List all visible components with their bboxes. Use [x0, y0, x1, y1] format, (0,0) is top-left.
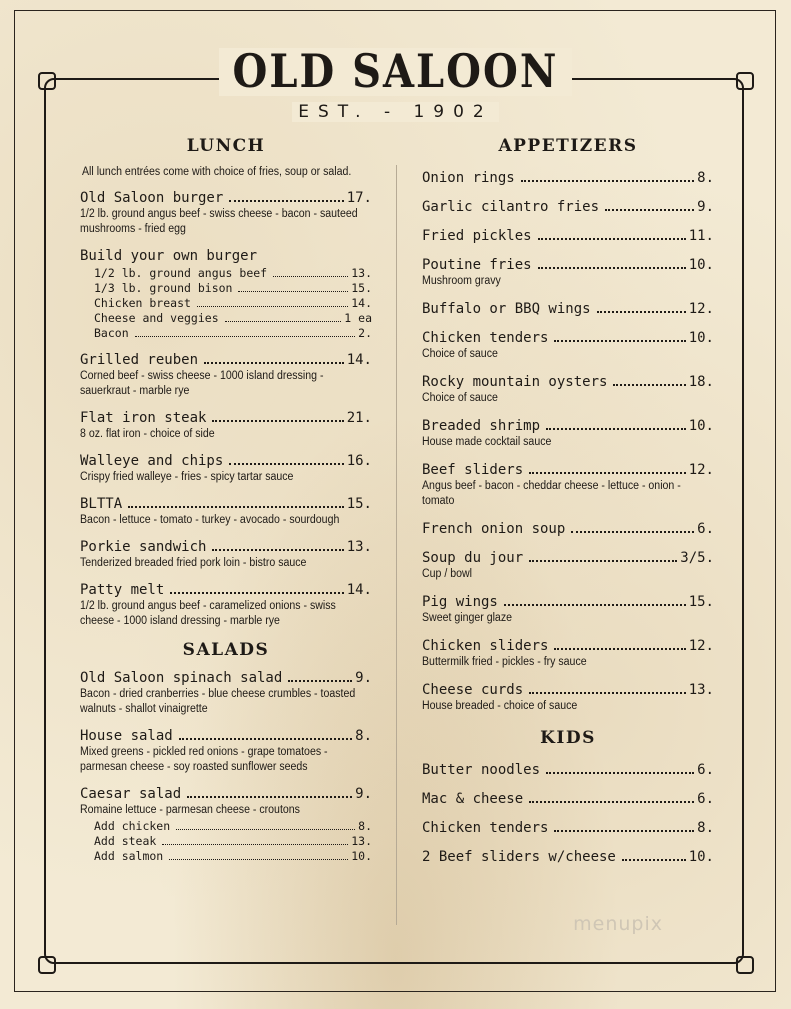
- menu-item-description: House breaded - choice of sauce: [422, 700, 578, 712]
- menu-item: [80, 190, 372, 237]
- menu-item: [80, 496, 372, 528]
- menu-item-name: Porkie sandwich: [80, 539, 207, 555]
- menu-item-price: 8.: [697, 820, 714, 836]
- menu-item: [422, 521, 714, 538]
- menu-item-description: 1/2 lb. ground angus beef - swiss cheese - bacon - sauteed mushrooms - fried egg: [80, 208, 358, 235]
- menu-item-name: Patty melt: [80, 582, 165, 598]
- menu-item: [80, 582, 372, 629]
- dot-leader: [554, 830, 694, 832]
- menu-item-row: [422, 228, 714, 245]
- menu-item-description: Mushroom gravy: [422, 275, 501, 287]
- menu-item: [422, 762, 714, 779]
- menu-item-row: [80, 496, 372, 513]
- menu-item-description: 1/2 lb. ground angus beef - caramelized onions - swiss cheese - 1000 island dressing - marble rye: [80, 600, 336, 627]
- menu-item-price: 10.: [688, 849, 714, 865]
- menu-item: [422, 330, 714, 362]
- menu-item-row: [422, 791, 714, 808]
- menu-item: [80, 352, 372, 399]
- menu-option-name: Bacon: [94, 326, 129, 340]
- menu-option-row: [80, 311, 372, 326]
- menu-item-options: [80, 819, 372, 864]
- menu-option-price: 15.: [351, 281, 372, 295]
- menu-option-price: 1 ea: [344, 311, 372, 325]
- section-title-lunch: LUNCH: [186, 136, 266, 156]
- dot-leader: [229, 200, 343, 202]
- dot-leader: [170, 592, 343, 594]
- menu-item-description: Choice of sauce: [422, 348, 498, 360]
- menu-item: [80, 786, 372, 864]
- menu-option-price: 14.: [351, 296, 372, 310]
- menu-item-price: 12.: [688, 638, 714, 654]
- menu-item-price: 17.: [346, 190, 372, 206]
- menu-item-description: Sweet ginger glaze: [422, 612, 512, 624]
- dot-leader: [538, 267, 686, 269]
- menu-item-name: Build your own burger: [80, 248, 258, 264]
- menu-item-row: [80, 582, 372, 599]
- menu-item-row: [422, 199, 714, 216]
- menu-option-name: Cheese and veggies: [94, 311, 219, 325]
- menu-item: [80, 539, 372, 571]
- dot-leader: [529, 692, 686, 694]
- menu-option-name: Chicken breast: [94, 296, 191, 310]
- menu-item-price: 14.: [346, 582, 372, 598]
- menu-item-options: [80, 266, 372, 341]
- menu-item: [422, 638, 714, 670]
- dot-leader: [179, 738, 352, 740]
- menu-item-row: [422, 418, 714, 435]
- menu-item-row: [422, 374, 714, 391]
- dot-leader: [128, 506, 344, 508]
- salads-list: [80, 670, 372, 864]
- dot-leader: [288, 680, 352, 682]
- menu-item-price: 8.: [355, 728, 372, 744]
- menu-option-row: [80, 849, 372, 864]
- menu-item-name: Butter noodles: [422, 762, 541, 778]
- dot-leader: [529, 472, 686, 474]
- menu-item-price: 13.: [688, 682, 714, 698]
- menu-item: [422, 228, 714, 245]
- dot-leader: [187, 796, 352, 798]
- menu-item-row: [422, 849, 714, 866]
- menu-item-description: 8 oz. flat iron - choice of side: [80, 428, 215, 440]
- menu-item-price: 9.: [355, 786, 372, 802]
- menu-option-name: 1/3 lb. ground bison: [94, 281, 233, 295]
- menu-item: [422, 820, 714, 837]
- menu-item-description: Choice of sauce: [422, 392, 498, 404]
- menu-item-description: Bacon - lettuce - tomato - turkey - avocado - sourdough: [80, 514, 340, 526]
- menu-item-price: 11.: [688, 228, 714, 244]
- menu-item-price: 15.: [688, 594, 714, 610]
- menu-item: [422, 462, 714, 509]
- menu-item-description: Buttermilk fried - pickles - fry sauce: [422, 656, 587, 668]
- menu-item: [422, 791, 714, 808]
- menu-item-price: 10.: [688, 330, 714, 346]
- menu-item-price: 6.: [697, 521, 714, 537]
- menu-option-row: [80, 326, 372, 341]
- menu-item: [422, 682, 714, 714]
- menu-item-name: Garlic cilantro fries: [422, 199, 600, 215]
- menu-item-name: Breaded shrimp: [422, 418, 541, 434]
- menu-item-row: [80, 728, 372, 745]
- right-column: [422, 130, 714, 878]
- kids-list: [422, 762, 714, 866]
- menu-item-name: Old Saloon spinach salad: [80, 670, 283, 686]
- menu-item-price: 15.: [346, 496, 372, 512]
- menu-item-price: 8.: [697, 170, 714, 186]
- menu-option-name: Add chicken: [94, 819, 171, 833]
- menu-item: [422, 849, 714, 866]
- menu-item-name: Onion rings: [422, 170, 515, 186]
- menu-item-name: Chicken tenders: [422, 820, 549, 836]
- menu-item: [422, 550, 714, 582]
- menu-item-description: Corned beef - swiss cheese - 1000 island dressing - sauerkraut - marble rye: [80, 370, 324, 397]
- restaurant-title: OLD SALOON: [232, 44, 559, 99]
- menu-option-row: [80, 296, 372, 311]
- menu-item-name: Cheese curds: [422, 682, 524, 698]
- dot-leader: [176, 829, 355, 830]
- dot-leader: [225, 321, 342, 322]
- dot-leader: [605, 209, 694, 211]
- menu-item-description: Crispy fried walleye - fries - spicy tartar sauce: [80, 471, 294, 483]
- menu-item: [80, 410, 372, 442]
- menu-item-price: 18.: [688, 374, 714, 390]
- watermark: menupix: [573, 913, 663, 935]
- menu-option-price: 2.: [358, 326, 372, 340]
- menu-item-row: [422, 462, 714, 479]
- menu-item-name: 2 Beef sliders w/cheese: [422, 849, 616, 865]
- menu-option-price: 8.: [358, 819, 372, 833]
- menu-item-row: [80, 352, 372, 369]
- menu-item-row: [80, 539, 372, 556]
- menu-item-row: [422, 301, 714, 318]
- dot-leader: [613, 384, 685, 386]
- menu-item-name: Soup du jour: [422, 550, 524, 566]
- menu-item-row: [80, 410, 372, 427]
- dot-leader: [622, 859, 686, 861]
- section-title-appetizers: APPETIZERS: [498, 136, 638, 156]
- menu-item: [80, 728, 372, 775]
- dot-leader: [212, 549, 343, 551]
- menu-option-name: Add salmon: [94, 849, 164, 863]
- dot-leader: [554, 648, 685, 650]
- menu-item-name: Old Saloon burger: [80, 190, 224, 206]
- menu-item-description: Bacon - dried cranberries - blue cheese crumbles - toasted walnuts - shallot vinaigrette: [80, 688, 356, 715]
- section-title-kids: KIDS: [540, 728, 596, 748]
- menu-item-row: [422, 257, 714, 274]
- menu-item-row: [80, 670, 372, 687]
- menu-option-price: 13.: [351, 834, 372, 848]
- menu-item-price: 9.: [697, 199, 714, 215]
- menu-item-price: 6.: [697, 791, 714, 807]
- menu-item-row: [422, 638, 714, 655]
- lunch-note: All lunch entrées come with choice of fries, soup or salad.: [82, 166, 352, 178]
- menu-item-name: House salad: [80, 728, 173, 744]
- menu-item-description: Romaine lettuce - parmesan cheese - croutons: [80, 804, 300, 816]
- lunch-list: [80, 190, 372, 629]
- menu-item-price: 21.: [346, 410, 372, 426]
- menu-item: [422, 170, 714, 187]
- menu-item-name: Pig wings: [422, 594, 498, 610]
- appetizers-list: [422, 170, 714, 714]
- dot-leader: [597, 311, 686, 313]
- menu-item-price: 6.: [697, 762, 714, 778]
- menu-item: [80, 248, 372, 341]
- dot-leader: [212, 420, 343, 422]
- dot-leader: [546, 428, 686, 430]
- menu-item-row: [422, 521, 714, 538]
- dot-leader: [197, 306, 348, 307]
- menu-item: [80, 670, 372, 717]
- dot-leader: [571, 531, 694, 533]
- established-year: EST. - 1902: [292, 102, 499, 122]
- menu-option-row: [80, 281, 372, 296]
- menu-item-name: Chicken tenders: [422, 330, 549, 346]
- menu-item-price: 16.: [346, 453, 372, 469]
- dot-leader: [521, 180, 694, 182]
- dot-leader: [229, 463, 343, 465]
- menu-item: [422, 418, 714, 450]
- menu-item-name: Fried pickles: [422, 228, 532, 244]
- menu-item-price: 10.: [688, 257, 714, 273]
- menu-item-price: 13.: [346, 539, 372, 555]
- menu-item: [422, 594, 714, 626]
- menu-item-row: [422, 762, 714, 779]
- menu-item-description: Mixed greens - pickled red onions - grape tomatoes - parmesan cheese - soy roasted sunflower seeds: [80, 746, 328, 773]
- dot-leader: [169, 859, 348, 860]
- corner-ornament-bottom-left: [38, 956, 56, 974]
- menu-item-row: [422, 820, 714, 837]
- menu-option-row: [80, 266, 372, 281]
- menu-item-description: House made cocktail sauce: [422, 436, 552, 448]
- menu-item-price: 14.: [346, 352, 372, 368]
- menu-option-name: 1/2 lb. ground angus beef: [94, 266, 268, 280]
- menu-item: [80, 453, 372, 485]
- menu-item-row: [80, 786, 372, 803]
- dot-leader: [504, 604, 686, 606]
- dot-leader: [238, 291, 348, 292]
- menu-item-row: [80, 248, 372, 265]
- menu-item-name: Rocky mountain oysters: [422, 374, 608, 390]
- menu-item-name: Mac & cheese: [422, 791, 524, 807]
- menu-item-row: [422, 594, 714, 611]
- menu-option-price: 13.: [351, 266, 372, 280]
- menu-item-description: Cup / bowl: [422, 568, 472, 580]
- menu-option-row: [80, 834, 372, 849]
- dot-leader: [538, 238, 686, 240]
- menu-option-name: Add steak: [94, 834, 157, 848]
- menu-item-row: [422, 682, 714, 699]
- dot-leader: [546, 772, 694, 774]
- column-divider: [396, 165, 397, 925]
- menu-item: [422, 257, 714, 289]
- menu-item-price: 3/5.: [680, 550, 714, 566]
- menu-item-name: French onion soup: [422, 521, 566, 537]
- dot-leader: [554, 340, 685, 342]
- menu-option-price: 10.: [351, 849, 372, 863]
- menu-option-row: [80, 819, 372, 834]
- menu-item-description: Tenderized breaded fried pork loin - bistro sauce: [80, 557, 307, 569]
- menu-item: [422, 374, 714, 406]
- menu-item-name: Chicken sliders: [422, 638, 549, 654]
- menu-item-price: 12.: [688, 462, 714, 478]
- menu-item-name: Buffalo or BBQ wings: [422, 301, 591, 317]
- menu-item-name: BLTTA: [80, 496, 123, 512]
- menu-item-price: 10.: [688, 418, 714, 434]
- menu-item-name: Poutine fries: [422, 257, 532, 273]
- menu-item-description: Angus beef - bacon - cheddar cheese - lettuce - onion - tomato: [422, 480, 681, 507]
- menu-item: [422, 199, 714, 216]
- corner-ornament-bottom-right: [736, 956, 754, 974]
- dot-leader: [529, 801, 694, 803]
- menu-item-name: Beef sliders: [422, 462, 524, 478]
- menu-item-name: Grilled reuben: [80, 352, 199, 368]
- menu-item-name: Walleye and chips: [80, 453, 224, 469]
- menu-item-row: [422, 330, 714, 347]
- menu-item-price: 9.: [355, 670, 372, 686]
- menu-item-row: [422, 550, 714, 567]
- dot-leader: [529, 560, 677, 562]
- menu-item-price: 12.: [688, 301, 714, 317]
- dot-leader: [273, 276, 348, 277]
- dot-leader: [204, 362, 344, 364]
- section-title-salads: SALADS: [182, 640, 270, 660]
- left-column: [80, 130, 372, 875]
- menu-item-row: [422, 170, 714, 187]
- menu-item-row: [80, 453, 372, 470]
- menu-header: [0, 44, 791, 122]
- menu-item-row: [80, 190, 372, 207]
- dot-leader: [135, 336, 356, 337]
- menu-item-name: Flat iron steak: [80, 410, 207, 426]
- menu-item-name: Caesar salad: [80, 786, 182, 802]
- dot-leader: [162, 844, 348, 845]
- menu-item: [422, 301, 714, 318]
